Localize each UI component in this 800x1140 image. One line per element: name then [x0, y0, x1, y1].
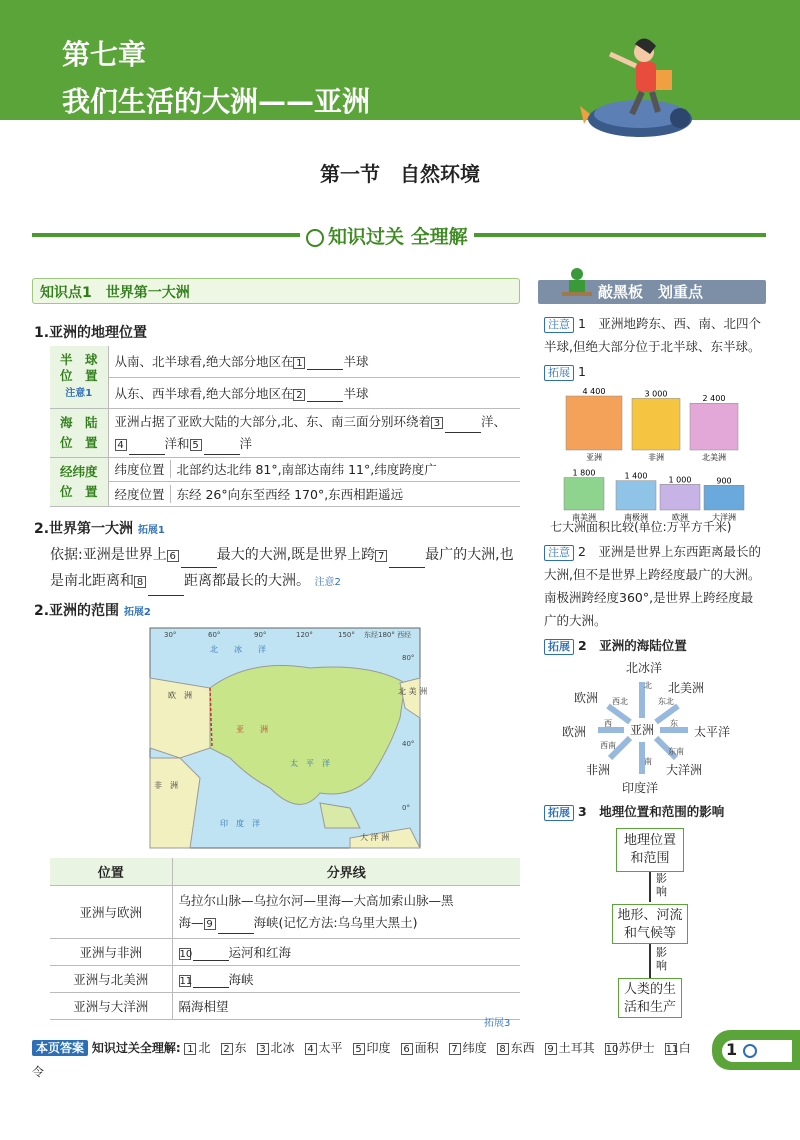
map-label-europe: 欧 洲 [168, 691, 192, 700]
flow-box-human: 人类的生 活和生产 [618, 978, 682, 1018]
map-lon-60: 60° [208, 631, 221, 639]
table-row [50, 346, 520, 377]
answer-item: 6 面积 [401, 1041, 439, 1055]
compass-sw-label: 非洲 [586, 763, 611, 777]
compass-ne-label: 北美洲 [668, 681, 705, 695]
extension-3-title: 拓展 3 地理位置和范围的影响 [544, 800, 724, 823]
area-name-label: 南极洲 [624, 513, 648, 522]
flow-box-location: 地理位置 和范围 [616, 828, 684, 872]
knowledge-point-label: 知识点1 世界第一大洲 [40, 285, 190, 301]
subsection-extent-title: 2.亚洲的范围 拓展2 [34, 603, 151, 619]
answer-item: 4 太平 [305, 1041, 343, 1055]
compass-center-label: 亚洲 [630, 723, 655, 737]
area-name-label: 大洋洲 [712, 513, 736, 522]
flow-arrow-1 [649, 872, 651, 902]
map-lat-0: 0° [402, 804, 410, 812]
note-2: 注意 2 亚洲是世界上东西距离最长的大洲,但不是世界上跨经度最广的大洲。南极洲跨经度360°,是世界上跨经度最广的大洲。 [544, 544, 761, 628]
area-bar-2 [690, 403, 738, 450]
table-cell: 从东、西半球看,绝大部分地区在 2 半球 [108, 377, 520, 408]
table-row [50, 377, 520, 408]
note-1: 注意 1 亚洲地跨东、西、南、北四个半球,但绝大部分位于北半球、东半球。 [544, 316, 761, 354]
area-name-label: 欧洲 [672, 513, 688, 522]
map-label-oceania: 大 洋 洲 [360, 833, 390, 842]
header-boundary: 分界线 [172, 858, 520, 886]
area-name-label: 亚洲 [586, 453, 602, 462]
answer-item: 3 北冰 [257, 1041, 295, 1055]
teacher-icon [562, 266, 592, 302]
area-bar-5 [660, 484, 700, 510]
area-value-label: 900 [716, 476, 732, 486]
page-answers: 本页答案 知识过关全理解: 1 北 2 东 3 北冰 4 太平 5 印度 6 面积 7 纬度 8 东西 9 土耳其 10苏伊士 11白令 [32, 1041, 691, 1079]
map-lon-120: 120° [296, 631, 313, 639]
answer-item: 10苏伊士 [605, 1041, 655, 1055]
largest-continent-text: 依据:亚洲是世界上 6 最大的大洲,既是世界上跨 7 最广的大洲,也是南北距离和 8 距离都最长的大洲。 注意2 [50, 542, 524, 596]
svg-text:东南: 东南 [668, 747, 684, 756]
area-chart-caption: 七大洲面积比较(单位:万平方千米) [550, 520, 732, 534]
table-row [50, 457, 520, 506]
banner-title: 知识过关 全理解 [300, 222, 474, 249]
answer-item: 2 东 [221, 1041, 247, 1055]
subsection-largest-title: 2.世界第一大洲 拓展1 [34, 521, 165, 537]
map-label-arctic: 北 冰 洋 [210, 645, 266, 654]
answer-item: 5 印度 [353, 1041, 391, 1055]
area-value-label: 1 800 [572, 468, 596, 478]
section-title: 第一节 自然环境 [320, 162, 480, 186]
svg-text:西北: 西北 [612, 697, 628, 706]
asia-map [150, 628, 428, 848]
extension-2-title: 拓展 2 亚洲的海陆位置 [544, 634, 687, 657]
compass-west-label: 欧洲 [562, 725, 587, 739]
flow-arrow-label-1: 影 响 [656, 872, 667, 898]
table-row: 亚洲与北美洲 11 海峡 [50, 966, 520, 993]
table-row: 亚洲与大洋洲 隔海相望 [50, 993, 520, 1020]
compass-south-label: 印度洋 [622, 781, 659, 795]
area-bar-6 [704, 485, 744, 510]
area-value-label: 4 400 [582, 387, 606, 396]
area-bar-1 [632, 398, 680, 450]
area-value-label: 1 000 [668, 475, 692, 485]
table-row: 亚洲与欧洲 乌拉尔山脉—乌拉尔河—里海—大高加索山脉—黑 海— 9 海峡(记忆方法:乌乌里大黑土) [50, 886, 520, 939]
map-lon-150: 150° [338, 631, 355, 639]
area-value-label: 1 400 [624, 471, 648, 481]
sidebar-header: 敲黑板 划重点 [538, 280, 766, 304]
flow-arrow-label-2: 影 响 [656, 946, 667, 972]
area-name-label: 南美洲 [572, 513, 596, 522]
area-bar-4 [616, 481, 656, 510]
svg-text:西: 西 [604, 719, 612, 728]
answer-item: 9 土耳其 [545, 1041, 595, 1055]
leaf-icon [306, 229, 324, 247]
table-cell: 纬度位置 北部约达北纬 81°,南部达南纬 11°,纬度跨度广 经度位置 东经 26°向东至西经 170°,东西相距遥远 [108, 457, 520, 506]
area-name-label: 非洲 [648, 453, 664, 462]
answer-item: 8 东西 [497, 1041, 535, 1055]
area-name-label: 北美洲 [702, 453, 726, 462]
flow-box-terrain: 地形、河流 和气候等 [612, 904, 688, 944]
map-lon-90: 90° [254, 631, 267, 639]
answers-label: 本页答案 [32, 1040, 88, 1056]
table-row: 亚洲与非洲 10 运河和红海 [50, 939, 520, 966]
map-label-pacific: 太 平 洋 [290, 759, 330, 768]
svg-text:北: 北 [644, 681, 652, 690]
compass-se-label: 大洋洲 [666, 763, 703, 777]
sea-land-compass-diagram [560, 658, 760, 798]
table-cell: 亚洲占据了亚欧大陆的大部分,北、东、南三面分别环绕着 3 洋、 4 洋和 5 洋 [108, 408, 520, 457]
svg-text:东: 东 [670, 719, 678, 728]
map-lon-180: 东经180° 西经 [364, 631, 412, 639]
map-lat-80: 80° [402, 654, 415, 662]
header-position: 位置 [50, 858, 172, 886]
extension-1-tag: 拓展 1 [544, 360, 586, 383]
latlon-label: 经纬度 位 置 [50, 457, 108, 506]
map-label-asia: 亚 洲 [236, 725, 268, 734]
extension-3-tag: 拓展3 [484, 1018, 511, 1029]
hemisphere-label: 半 球 位 置 注意1 [50, 346, 108, 408]
answer-item: 7 纬度 [449, 1041, 487, 1055]
subsection-location-title: 1.亚洲的地理位置 [34, 325, 148, 341]
map-label-indian: 印 度 洋 [220, 819, 260, 828]
area-bar-0 [566, 396, 622, 450]
map-lon-30: 30° [164, 631, 177, 639]
chapter-number: 第七章 [62, 38, 147, 71]
sea-land-label: 海 陆 位 置 [50, 408, 108, 457]
svg-text:东北: 东北 [658, 697, 674, 706]
area-bar-3 [564, 478, 604, 510]
location-table [50, 346, 520, 507]
page-number: 1 [722, 1040, 792, 1062]
svg-text:西南: 西南 [600, 741, 616, 750]
table-row [50, 408, 520, 457]
svg-text:南: 南 [644, 757, 652, 766]
answer-item: 11白令 [32, 1041, 691, 1079]
map-lat-40: 40° [402, 740, 415, 748]
compass-north-label: 北冰洋 [626, 661, 663, 675]
continent-area-chart [556, 380, 756, 522]
chapter-title: 我们生活的大洲——亚洲 [62, 85, 371, 118]
area-value-label: 2 400 [702, 394, 726, 404]
area-value-label: 3 000 [644, 389, 668, 399]
table-cell: 从南、北半球看,绝大部分地区在 1 半球 [108, 346, 520, 377]
answer-item: 1 北 [184, 1041, 210, 1055]
compass-east-label: 太平洋 [694, 725, 731, 739]
boundary-table [50, 858, 520, 1020]
flow-arrow-2 [649, 944, 651, 978]
map-label-africa: 非 洲 [154, 781, 178, 790]
map-label-north-america: 北 美 洲 [398, 687, 428, 696]
stopwatch-icon [743, 1044, 757, 1058]
girl-on-rocket-illustration [580, 14, 700, 154]
compass-nw-label: 欧洲 [574, 691, 599, 705]
